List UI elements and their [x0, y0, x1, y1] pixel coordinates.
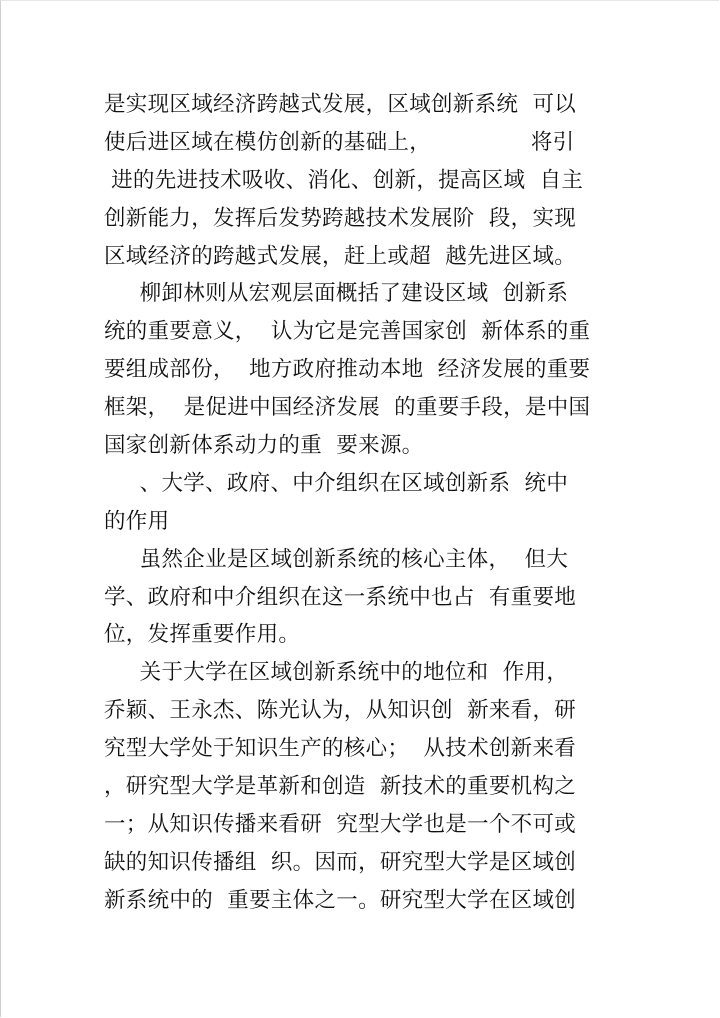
- section-heading-cont: 的作用: [104, 508, 170, 534]
- text-line: 要组成部份， 地方政府推动本地 经济发展的重要: [104, 357, 591, 383]
- section-heading: 、大学、政府、中介组织在区域创新系 统中: [104, 470, 569, 496]
- text-line: 究型大学处于知识生产的核心； 从技术创新来看: [104, 736, 577, 762]
- text-line: 虽然企业是区域创新系统的核心主体， 但大: [104, 546, 569, 572]
- text-line: 乔颖、王永杰、陈光认为，从知识创 新来看，研: [104, 698, 577, 724]
- text-line: 缺的知识传播组 织。因而，研究型大学是区域创: [104, 849, 577, 875]
- document-body: [104, 86, 624, 920]
- text-line: 国家创新体系动力的重 要来源。: [104, 433, 424, 459]
- text-line: 是实现区域经济跨越式发展，区域创新系统 可以: [104, 92, 577, 117]
- text-line: 创新能力，发挥后发势跨越技术发展阶 段，实现: [104, 205, 577, 231]
- text-line: 柳卸林则从宏观层面概括了建设区域 创新系: [104, 281, 569, 307]
- text-line: 区域经济的跨越式发展，赶上或超 越先进区域。: [104, 243, 577, 269]
- text-line: 关于大学在区域创新系统中的地位和 作用，: [104, 660, 569, 686]
- text-line: 学、政府和中介组织在这一系统中也占 有重要地: [104, 584, 577, 610]
- text-line: 统的重要意义， 认为它是完善国家创 新体系的重: [104, 319, 591, 345]
- text-line: 位，发挥重要作用。: [104, 622, 301, 648]
- text-line: 新系统中的 重要主体之一。研究型大学在区域创: [104, 887, 577, 913]
- text-line: ，研究型大学是革新和创造 新技术的重要机构之: [104, 774, 577, 800]
- text-line: 一；从知识传播来看研 究型大学也是一个不可或: [104, 811, 577, 837]
- text-line: 使后进区域在模仿创新的基础上， 将引: [104, 129, 575, 155]
- text-line: 进的先进技术吸收、消化、创新，提高区域 自主: [104, 167, 584, 193]
- text-line: 框架， 是促进中国经济发展 的重要手段，是中国: [104, 395, 591, 421]
